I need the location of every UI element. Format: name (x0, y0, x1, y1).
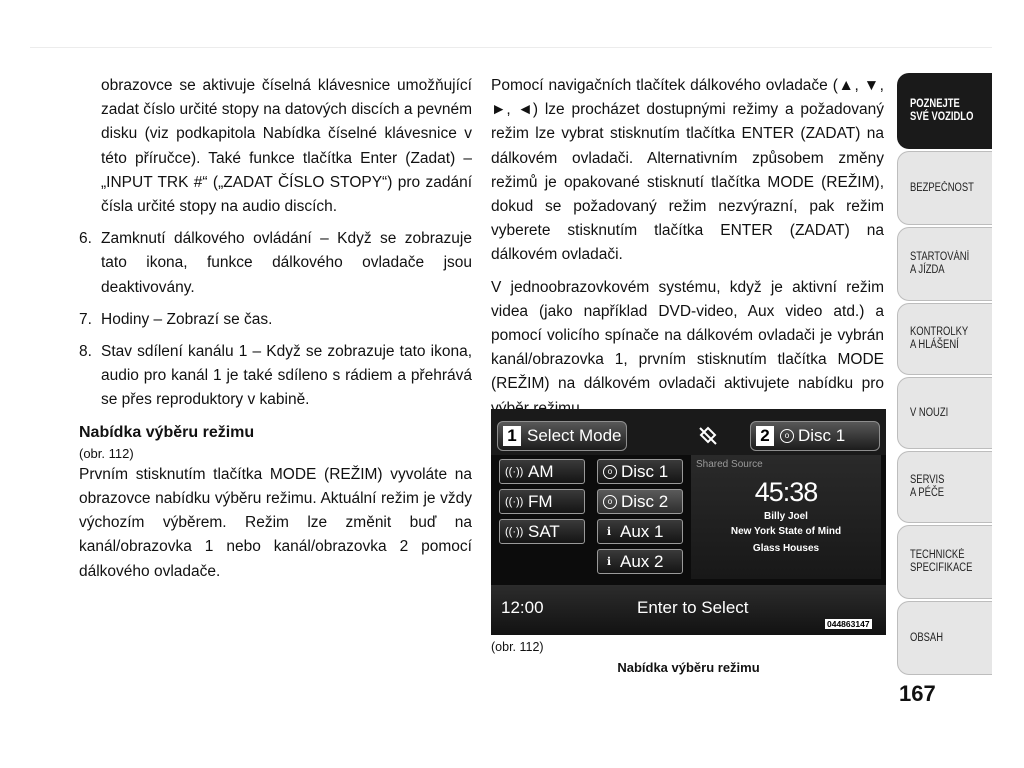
source-label: Disc 2 (621, 491, 669, 511)
source-disc1-button[interactable] (597, 459, 683, 484)
source-label: Aux 2 (620, 551, 664, 571)
left-column (79, 74, 472, 584)
list-item-text: Zamknutí dálkového ovládání – Když se zobrazuje tato ikona, funkce dálkového ovladače jsou deaktivovány. (101, 230, 472, 296)
album-title: Glass Houses (752, 543, 820, 554)
tab-label: OBSAH (910, 631, 944, 644)
source-label: SAT (528, 521, 560, 541)
channel-number-badge: 2 (756, 426, 774, 446)
header-rule (30, 47, 992, 48)
list-item-text: Stav sdílení kanálu 1 – Když se zobrazuje tato ikona, audio pro kanál 1 je také sdíleno s rádiem a přehrává se přes reproduktory v kabině. (101, 343, 472, 409)
song-title: New York State of Mind (730, 526, 842, 537)
channel-number-badge: 1 (503, 426, 521, 446)
tab-safety[interactable] (897, 151, 992, 225)
radio-antenna-icon: ((·)) (505, 495, 524, 508)
list-item (79, 340, 472, 413)
section-heading: Nabídka výběru režimu (79, 423, 255, 441)
channel2-button[interactable] (750, 421, 880, 451)
source-label: Aux 1 (620, 521, 664, 541)
figure-reference: (obr. 112) (79, 445, 134, 461)
artist-name: Billy Joel (764, 511, 808, 522)
aux-plug-icon: ℹ (606, 526, 612, 538)
tab-know-your-vehicle[interactable] (897, 73, 992, 149)
shared-source-panel (691, 455, 881, 579)
disc-icon: o (780, 429, 794, 443)
radio-antenna-icon: ((·)) (505, 525, 524, 538)
source-aux1-button[interactable] (597, 519, 683, 544)
list-item (79, 227, 472, 300)
tab-technical-specs[interactable] (897, 525, 992, 599)
tab-emergency[interactable] (897, 377, 992, 449)
tab-label: KONTROLKY A HLÁŠENÍ (910, 326, 969, 351)
video-mode-paragraph: V jednoobrazovkovém systému, když je aktivní režim videa (jako například DVD-video, Aux video atd.) a pomocí volicího spínače na dálkovém ovladači je vybrán kanál/obrazovka 1, prvním stisknutím tlačítka MODE (REŽIM) na dálkovém ovladači aktivujete nabídku pro (491, 278, 884, 393)
tab-label: SERVIS A PÉČE (910, 474, 945, 499)
continued-paragraph: obrazovce se aktivuje číselná klávesnice umožňující zadat číslo určité stopy na datových discích a pevném disku (viz podkapitola Nabídka číselné klávesnice v této příručce). Také funkce tlačítka Enter (Zadat) – „INPUT TRK #“ („ZADAT ČÍSLO STOPY“) pro zadání čísla určité stopy na audio discích. (101, 77, 472, 216)
tab-label: TECHNICKÉ SPECIFIKACE (910, 549, 973, 574)
list-item-number: 6. (79, 230, 92, 248)
mode-select-screen-figure (491, 409, 886, 635)
tab-label: STARTOVÁNÍ A JÍZDA (910, 251, 970, 276)
source-sat-button[interactable] (499, 519, 585, 544)
figure-caption-title: Nabídka výběru režimu (617, 660, 760, 675)
source-am-button[interactable] (499, 459, 585, 484)
tab-service-care[interactable] (897, 451, 992, 523)
screen-status-bar (491, 585, 886, 635)
tab-label: V NOUZI (910, 406, 949, 419)
figure-code: 044863147 (827, 619, 870, 629)
list-item-number: 7. (79, 310, 92, 328)
page-number: 167 (899, 681, 936, 706)
tab-indicators-messages[interactable] (897, 303, 992, 375)
source-label: AM (528, 461, 554, 481)
list-item-number: 8. (79, 343, 92, 361)
panel-title: Shared Source (696, 459, 763, 470)
section-paragraph: Prvním stisknutím tlačítka MODE (REŽIM) vyvoláte na obrazovce nabídku výběru režimu. Aktuální režim je vždy výchozím výběrem. Režim lze změnit buď na kanál/obrazovka 1 nebo kanál/obrazovka 2 pomocí dálkového ovladače. (79, 465, 472, 580)
aux-plug-icon: ℹ (606, 556, 612, 568)
remote-lock-icon (697, 425, 719, 447)
right-column (491, 74, 884, 421)
radio-antenna-icon: ((·)) (505, 465, 524, 478)
tab-starting-driving[interactable] (897, 227, 992, 301)
tab-contents[interactable] (897, 601, 992, 675)
select-mode-button[interactable] (497, 421, 627, 451)
source-disc2-button[interactable] (597, 489, 683, 514)
figure-caption-ref: (obr. 112) (491, 640, 544, 654)
tab-label: BEZPEČNOST (910, 181, 974, 194)
list-item-text: Hodiny – Zobrazí se čas. (101, 310, 273, 328)
disc-icon: o (603, 465, 617, 479)
track-time: 45:38 (754, 477, 818, 507)
source-aux2-button[interactable] (597, 549, 683, 574)
clock: 12:00 (501, 598, 544, 617)
navigation-paragraph: Pomocí navigačních tlačítek dálkového ovladače (▲, ▼, ►, ◄) lze procházet dostupnými režimy a požadovaný režim lze vybrat stisknutím tlačítka ENTER (ZADAT) na dálkovém ovladači. Alternativním způsobem změny režimů je opakované stisknutí tlačítka MODE (REŽIM), dokud se požadovaný režim nezvýrazní, pak režim vyberete stisknutím tlačítka ENTER (ZADAT) na dálkovém ovladači. (491, 77, 884, 264)
disc-icon: o (603, 495, 617, 509)
channel2-label: Disc 1 (798, 426, 846, 445)
tab-label: POZNEJTE SVÉ VOZIDLO (910, 98, 974, 123)
list-item (79, 308, 472, 332)
source-fm-button[interactable] (499, 489, 585, 514)
source-label: FM (528, 491, 553, 511)
source-label: Disc 1 (621, 461, 669, 481)
enter-to-select-prompt: Enter to Select (637, 598, 749, 617)
select-mode-label: Select Mode (527, 426, 622, 445)
